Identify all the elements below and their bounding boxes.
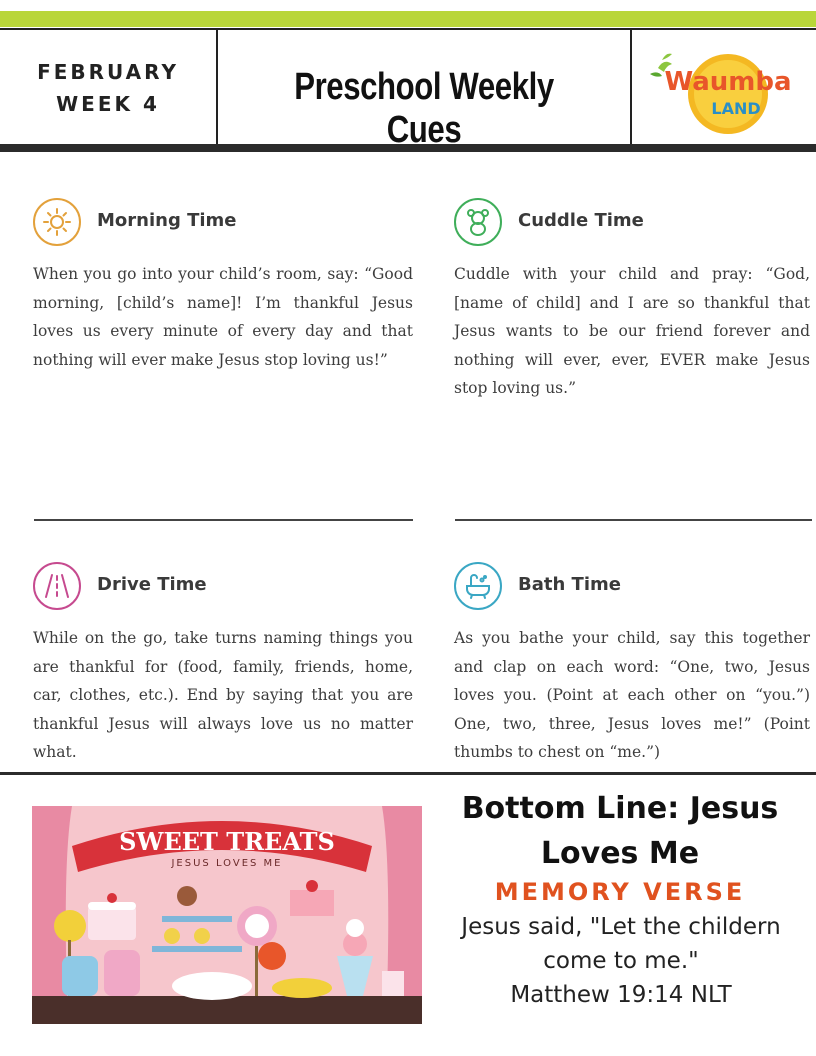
card-title: Drive Time [97,574,207,595]
month-label: FEBRUARY [37,60,179,84]
section-divider [34,519,413,521]
header-divider [216,30,218,144]
memory-verse-label: MEMORY VERSE [494,878,746,906]
bottom-line: Bottom Line: Jesus Loves Me [461,791,779,871]
logo-text: Waumba [664,67,792,97]
sweet-treats-illustration [32,806,422,1024]
footer-separator [0,772,816,775]
card-body: Cuddle with your child and pray: “God, [name of child] and I are so thankful that Jesus wants to be our friend forever and nothing will ever, ever, EVER make Jesus stop loving us.” [454,265,810,397]
waumba-land-logo [640,40,810,140]
card-body: When you go into your child’s room, say: “Good morning, [child’s name]! I’m thankful Jesus loves us every minute of every day and that nothing will ever make Jesus stop loving us!” [33,265,413,369]
header-divider [630,30,632,144]
card-title: Bath Time [518,574,621,595]
memory-verse [436,910,806,1012]
memory-verse-reference: Matthew 19:14 NLT [510,982,732,1008]
card-body: As you bathe your child, say this together and clap on each word: “One, two, Jesus loves you. (Point at each other on “you.”) One, two, three, Jesus loves me!” (Point thumbs to chest on “me.”) [454,629,810,761]
card-body: While on the go, take turns naming things you are thankful for (food, family, friends, home, car, clothes, etc.). End by saying that you are thankful Jesus will always love us no matter what. [33,629,413,761]
banner-subtext: JESUS LOVES ME [171,858,283,869]
page-title: Preschool Weekly Cues [294,66,554,151]
banner-text: SWEET TREATS [119,827,335,856]
logo-subtext: LAND [711,99,761,118]
bathtub-icon [454,562,502,610]
memory-verse-text: Jesus said, "Let the childern come to me." [461,914,781,974]
section-divider [455,519,812,521]
date-label [0,56,216,120]
card-title: Cuddle Time [518,210,644,231]
week-label: WEEK 4 [56,92,160,116]
road-icon [33,562,81,610]
top-accent-bar [0,11,816,27]
card-title: Morning Time [97,210,237,231]
teddy-bear-icon [454,198,502,246]
sun-icon [33,198,81,246]
